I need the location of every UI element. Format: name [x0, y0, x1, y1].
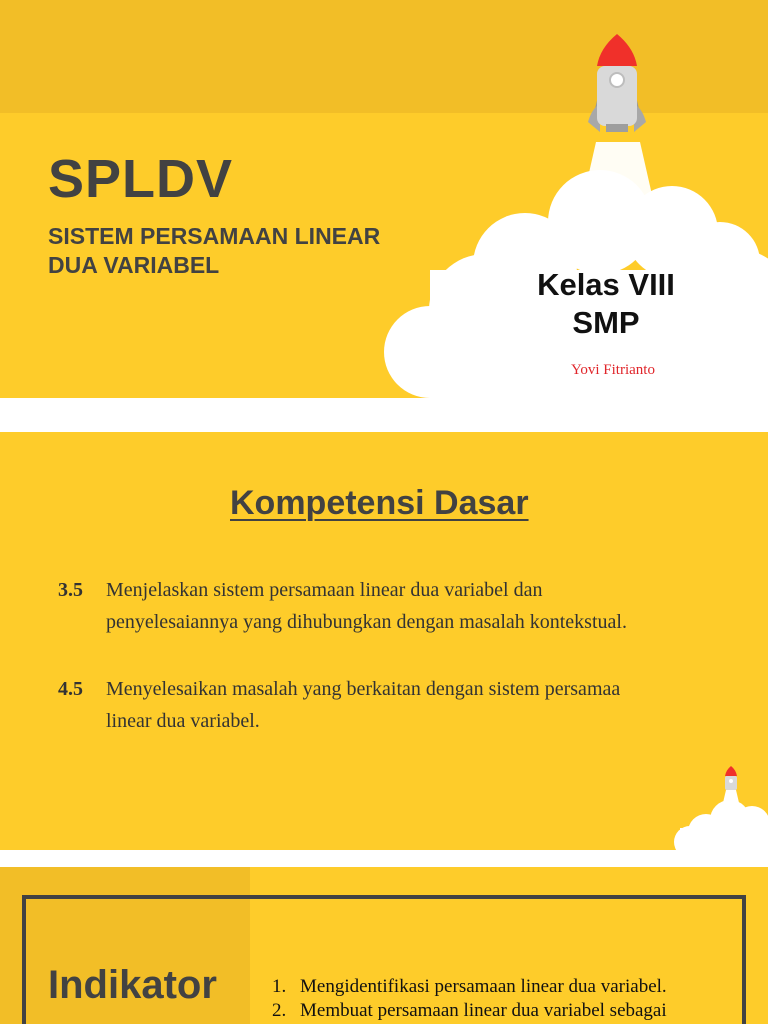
class-label: [500, 266, 712, 342]
kompetensi-number: 4.5: [58, 678, 83, 700]
class-line-1: Kelas VIII: [537, 267, 675, 302]
rocket-icon: [588, 34, 646, 132]
kompetensi-text-line-2: penyelesaiannya yang dihubungkan dengan masalah kontekstual.: [106, 611, 627, 633]
rocket-icon: [725, 766, 737, 790]
kompetensi-text-line-1: Menjelaskan sistem persamaan linear dua variabel dan: [106, 579, 543, 601]
title-slide: [0, 0, 768, 398]
list-item: [272, 999, 742, 1023]
indikator-slide: [0, 867, 768, 1024]
presentation-subtitle: [48, 222, 448, 280]
subtitle-line-2: DUA VARIABEL: [48, 252, 220, 278]
kompetensi-text-line-1: Menyelesaikan masalah yang berkaitan dengan sistem persamaa: [106, 678, 621, 700]
list-item-number: 2.: [272, 1000, 287, 1021]
small-rocket-cloud-illustration: [0, 432, 768, 850]
kompetensi-slide: [0, 432, 768, 850]
list-item-number: 1.: [272, 976, 287, 997]
list-item-text: Membuat persamaan linear dua variabel sebagai: [300, 1000, 667, 1021]
kompetensi-number: 3.5: [58, 579, 83, 601]
presentation-title: SPLDV: [48, 149, 234, 209]
subtitle-line-1: SISTEM PERSAMAAN LINEAR: [48, 223, 381, 249]
indikator-list: [272, 975, 742, 1023]
indikator-heading: Indikator: [48, 963, 217, 1007]
author-name: Yovi Fitrianto: [571, 362, 655, 378]
list-item-text: Mengidentifikasi persamaan linear dua variabel.: [300, 976, 667, 997]
cloud-icon: [674, 800, 768, 850]
list-item: [272, 975, 742, 999]
kompetensi-heading-text: Kompetensi Dasar: [230, 484, 529, 522]
class-line-2: SMP: [572, 305, 640, 340]
kompetensi-text-line-2: linear dua variabel.: [106, 710, 260, 732]
